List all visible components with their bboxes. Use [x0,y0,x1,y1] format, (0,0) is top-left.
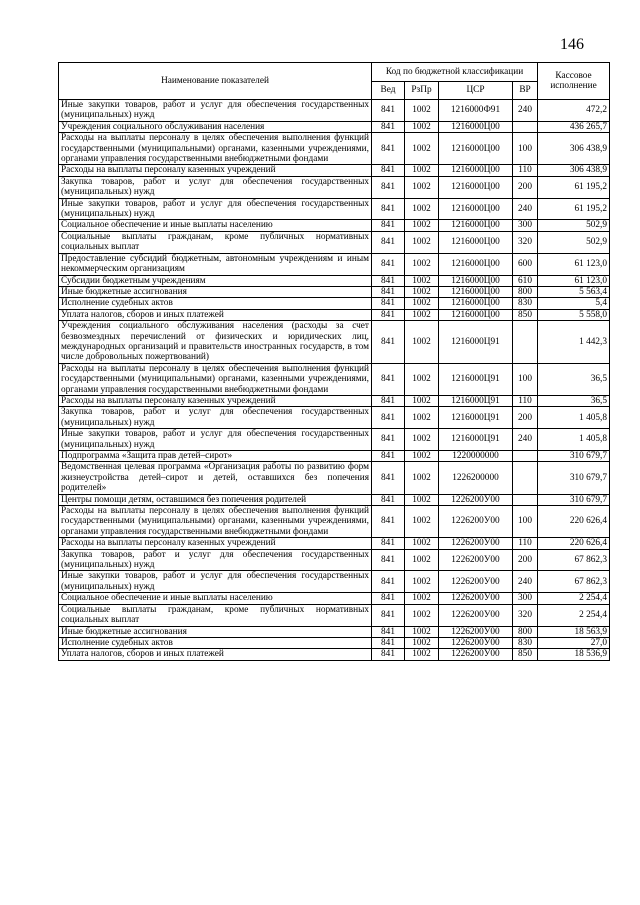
row-name: Расходы на выплаты персоналу казенных учреждений [59,165,372,176]
table-row [59,275,610,286]
row-amount: 67 862,3 [538,549,610,571]
row-rzpr: 1002 [405,165,439,176]
row-vr: 100 [513,506,538,538]
row-rzpr: 1002 [405,494,439,505]
row-rzpr: 1002 [405,429,439,451]
row-name: Расходы на выплаты персоналу казенных учреждений [59,395,372,406]
row-vr: 800 [513,286,538,297]
row-ved: 841 [372,133,405,165]
table-row [59,549,610,571]
row-name: Закупка товаров, работ и услуг для обеспечения государственных (муниципальных) нужд [59,407,372,429]
row-name: Ведомственная целевая программа «Организация работы по развитию форм жизнеустройства детей–сирот и детей, оставшихся без попечения родителей» [59,462,372,494]
row-amount: 306 438,9 [538,133,610,165]
row-amount: 306 438,9 [538,165,610,176]
row-vr: 200 [513,549,538,571]
table-row [59,395,610,406]
row-amount: 36,5 [538,363,610,395]
row-amount: 220 626,4 [538,506,610,538]
table-row [59,407,610,429]
row-ved: 841 [372,363,405,395]
row-name: Учреждения социального обслуживания населения [59,121,372,132]
row-vr [513,121,538,132]
row-vr: 300 [513,593,538,604]
row-name: Расходы на выплаты персоналу в целях обеспечения выполнения функций государственными (муниципальными) органами, казенными учреждениями, органами управления государственными внебюджетными фондами [59,506,372,538]
row-rzpr: 1002 [405,407,439,429]
row-name: Подпрограмма «Защита прав детей–сирот» [59,451,372,462]
row-rzpr: 1002 [405,649,439,660]
row-name: Субсидии бюджетным учреждениям [59,275,372,286]
row-rzpr: 1002 [405,604,439,626]
row-csr: 1216000Ц91 [439,321,513,364]
row-amount: 2 254,4 [538,604,610,626]
row-amount: 5,4 [538,298,610,309]
row-name: Иные бюджетные ассигнования [59,626,372,637]
table-row [59,506,610,538]
row-csr: 1216000Ц00 [439,121,513,132]
row-ved: 841 [372,538,405,549]
row-vr: 830 [513,298,538,309]
row-csr: 1226200У00 [439,604,513,626]
row-csr: 1216000Ц91 [439,407,513,429]
table-row [59,494,610,505]
row-amount: 27,0 [538,637,610,648]
row-rzpr: 1002 [405,462,439,494]
table-row [59,286,610,297]
row-ved: 841 [372,165,405,176]
row-csr: 1226200У00 [439,506,513,538]
row-name: Иные закупки товаров, работ и услуг для обеспечения государственных (муниципальных) нужд [59,429,372,451]
row-vr: 320 [513,231,538,253]
row-rzpr: 1002 [405,286,439,297]
row-rzpr: 1002 [405,538,439,549]
row-amount: 18 536,9 [538,649,610,660]
row-rzpr: 1002 [405,309,439,320]
table-row [59,298,610,309]
row-rzpr: 1002 [405,549,439,571]
row-rzpr: 1002 [405,626,439,637]
row-vr: 240 [513,100,538,122]
table-row [59,429,610,451]
row-csr: 1226200У00 [439,626,513,637]
row-vr [513,321,538,364]
row-ved: 841 [372,549,405,571]
row-amount: 1 405,8 [538,429,610,451]
row-vr: 600 [513,253,538,275]
row-csr: 1216000Ц00 [439,253,513,275]
row-name: Исполнение судебных актов [59,298,372,309]
table-body [59,100,610,661]
row-csr: 1226200У00 [439,571,513,593]
row-vr: 300 [513,220,538,231]
row-rzpr: 1002 [405,637,439,648]
row-ved: 841 [372,321,405,364]
row-name: Социальное обеспечение и иные выплаты населению [59,593,372,604]
row-csr: 1216000Ц00 [439,220,513,231]
row-rzpr: 1002 [405,198,439,220]
row-amount: 436 265,7 [538,121,610,132]
row-name: Закупка товаров, работ и услуг для обеспечения государственных (муниципальных) нужд [59,176,372,198]
row-vr: 200 [513,407,538,429]
row-ved: 841 [372,637,405,648]
row-ved: 841 [372,231,405,253]
row-rzpr: 1002 [405,176,439,198]
row-ved: 841 [372,286,405,297]
row-vr: 110 [513,165,538,176]
row-rzpr: 1002 [405,121,439,132]
row-ved: 841 [372,593,405,604]
row-vr: 100 [513,133,538,165]
row-vr: 850 [513,309,538,320]
row-name: Расходы на выплаты персоналу в целях обеспечения выполнения функций государственными (муниципальными) органами, казенными учреждениями, органами управления государственными внебюджетными фондами [59,363,372,395]
row-amount: 310 679,7 [538,451,610,462]
row-name: Иные бюджетные ассигнования [59,286,372,297]
row-name: Уплата налогов, сборов и иных платежей [59,649,372,660]
row-ved: 841 [372,626,405,637]
row-ved: 841 [372,298,405,309]
row-ved: 841 [372,649,405,660]
row-amount: 61 195,2 [538,176,610,198]
row-csr: 1226200000 [439,462,513,494]
row-vr: 110 [513,395,538,406]
row-csr: 1220000000 [439,451,513,462]
row-csr: 1216000Ц00 [439,176,513,198]
row-vr: 100 [513,363,538,395]
header-code-group: Код по бюджетной классификации [372,63,538,82]
row-ved: 841 [372,429,405,451]
row-ved: 841 [372,220,405,231]
row-name: Учреждения социального обслуживания населения (расходы за счет безвозмездных перечислений от физических и юридических лиц, международных организаций и правительств иностранных государств, в том числе добровольных пожертвований) [59,321,372,364]
row-csr: 1216000Ц91 [439,395,513,406]
table-row [59,309,610,320]
row-amount: 18 563,9 [538,626,610,637]
row-vr [513,451,538,462]
row-name: Центры помощи детям, оставшимся без попечения родителей [59,494,372,505]
row-rzpr: 1002 [405,231,439,253]
row-rzpr: 1002 [405,298,439,309]
row-ved: 841 [372,198,405,220]
table-row [59,231,610,253]
page-number: 146 [560,36,584,53]
table-row [59,220,610,231]
row-amount: 2 254,4 [538,593,610,604]
row-rzpr: 1002 [405,593,439,604]
header-amount: Кассовое исполнение [538,63,610,100]
row-ved: 841 [372,571,405,593]
row-name: Исполнение судебных актов [59,637,372,648]
row-vr: 610 [513,275,538,286]
row-csr: 1226200У00 [439,538,513,549]
row-csr: 1216000Ц91 [439,429,513,451]
row-amount: 67 862,3 [538,571,610,593]
row-csr: 1216000Ц00 [439,231,513,253]
table-row [59,451,610,462]
row-rzpr: 1002 [405,506,439,538]
table-row [59,538,610,549]
row-csr: 1226200У00 [439,549,513,571]
header-vr: ВР [513,81,538,100]
row-csr: 1226200У00 [439,593,513,604]
row-ved: 841 [372,176,405,198]
row-name: Уплата налогов, сборов и иных платежей [59,309,372,320]
row-vr: 800 [513,626,538,637]
row-rzpr: 1002 [405,253,439,275]
row-csr: 1216000Ц00 [439,133,513,165]
table-row [59,176,610,198]
table-row [59,133,610,165]
table-header [59,63,610,100]
row-amount: 5 563,4 [538,286,610,297]
table-row [59,593,610,604]
row-ved: 841 [372,451,405,462]
row-csr: 1216000Ф91 [439,100,513,122]
row-csr: 1226200У00 [439,649,513,660]
row-rzpr: 1002 [405,220,439,231]
row-amount: 1 405,8 [538,407,610,429]
table-row [59,321,610,364]
row-amount: 61 123,0 [538,275,610,286]
header-csr: ЦСР [439,81,513,100]
row-name: Расходы на выплаты персоналу в целях обеспечения выполнения функций государственными (муниципальными) органами, казенными учреждениями, органами управления государственными внебюджетными фондами [59,133,372,165]
row-csr: 1216000Ц00 [439,309,513,320]
row-csr: 1216000Ц00 [439,298,513,309]
row-rzpr: 1002 [405,133,439,165]
row-name: Иные закупки товаров, работ и услуг для обеспечения государственных (муниципальных) нужд [59,198,372,220]
row-rzpr: 1002 [405,451,439,462]
row-ved: 841 [372,100,405,122]
row-amount: 502,9 [538,231,610,253]
row-rzpr: 1002 [405,395,439,406]
table-row [59,604,610,626]
table-row [59,100,610,122]
row-name: Иные закупки товаров, работ и услуг для обеспечения государственных (муниципальных) нужд [59,571,372,593]
row-amount: 36,5 [538,395,610,406]
row-ved: 841 [372,253,405,275]
row-csr: 1226200У00 [439,637,513,648]
table-row [59,649,610,660]
table-row [59,626,610,637]
row-amount: 502,9 [538,220,610,231]
row-ved: 841 [372,395,405,406]
row-name: Иные закупки товаров, работ и услуг для обеспечения государственных (муниципальных) нужд [59,100,372,122]
row-csr: 1216000Ц00 [439,286,513,297]
row-vr [513,462,538,494]
row-rzpr: 1002 [405,571,439,593]
row-amount: 310 679,7 [538,494,610,505]
row-vr: 830 [513,637,538,648]
row-rzpr: 1002 [405,363,439,395]
table-row [59,571,610,593]
row-vr: 850 [513,649,538,660]
header-name: Наименование показателей [59,63,372,100]
table-row [59,198,610,220]
row-name: Расходы на выплаты персоналу казенных учреждений [59,538,372,549]
row-vr [513,494,538,505]
row-csr: 1216000Ц00 [439,275,513,286]
row-amount: 310 679,7 [538,462,610,494]
table-row [59,121,610,132]
row-amount: 220 626,4 [538,538,610,549]
row-vr: 320 [513,604,538,626]
row-name: Социальные выплаты гражданам, кроме публичных нормативных социальных выплат [59,231,372,253]
header-rzpr: РзПр [405,81,439,100]
row-rzpr: 1002 [405,100,439,122]
row-rzpr: 1002 [405,321,439,364]
table-row [59,637,610,648]
row-vr: 200 [513,176,538,198]
row-ved: 841 [372,309,405,320]
row-ved: 841 [372,121,405,132]
row-ved: 841 [372,275,405,286]
row-csr: 1216000Ц00 [439,198,513,220]
row-vr: 240 [513,429,538,451]
row-csr: 1216000Ц00 [439,165,513,176]
row-amount: 61 123,0 [538,253,610,275]
row-name: Социальные выплаты гражданам, кроме публичных нормативных социальных выплат [59,604,372,626]
table-row [59,363,610,395]
row-amount: 472,2 [538,100,610,122]
row-name: Социальное обеспечение и иные выплаты населению [59,220,372,231]
row-csr: 1216000Ц91 [439,363,513,395]
row-amount: 61 195,2 [538,198,610,220]
row-amount: 5 558,0 [538,309,610,320]
row-ved: 841 [372,604,405,626]
row-ved: 841 [372,407,405,429]
row-ved: 841 [372,506,405,538]
row-rzpr: 1002 [405,275,439,286]
row-amount: 1 442,3 [538,321,610,364]
row-vr: 240 [513,198,538,220]
table-row [59,253,610,275]
row-name: Предоставление субсидий бюджетным, автономным учреждениям и иным некоммерческим организациям [59,253,372,275]
row-ved: 841 [372,462,405,494]
budget-table [58,62,610,661]
table-row [59,462,610,494]
row-csr: 1226200У00 [439,494,513,505]
table-row [59,165,610,176]
row-vr: 110 [513,538,538,549]
row-name: Закупка товаров, работ и услуг для обеспечения государственных (муниципальных) нужд [59,549,372,571]
row-vr: 240 [513,571,538,593]
header-ved: Вед [372,81,405,100]
row-ved: 841 [372,494,405,505]
